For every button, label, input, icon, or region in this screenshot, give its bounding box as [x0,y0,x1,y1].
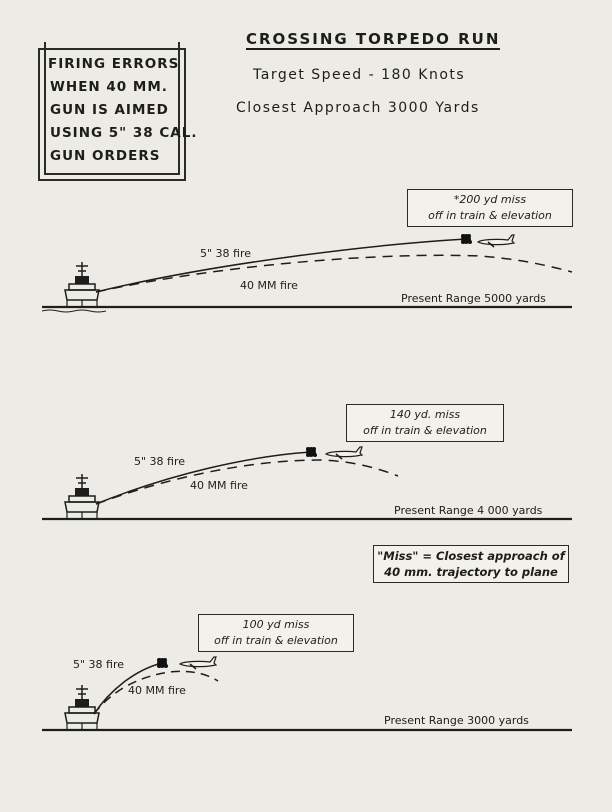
page-title: CROSSING TORPEDO RUN [246,30,501,48]
forty-mm-label-3000: 40 MM fire [128,684,186,697]
miss-note-4000-line1: 140 yd. miss [389,408,461,421]
five-inch-trajectory-4000 [96,452,311,504]
forty-mm-label-4000: 40 MM fire [190,479,248,492]
firing-errors-line-5: GUN ORDERS [50,148,161,164]
miss-definition-line2: 40 mm. trajectory to plane [384,565,558,579]
five-inch-label-3000: 5" 38 fire [73,658,125,671]
miss-note-3000-line2: off in train & elevation [214,634,338,647]
range-label-3000: Present Range 3000 yards [384,714,529,727]
shell-burst-icon [306,447,317,457]
firing-errors-line-3: GUN IS AIMED [50,102,169,118]
shell-burst-icon [157,658,168,668]
range-label-5000: Present Range 5000 yards [401,292,546,305]
miss-definition-line1: "Miss" = Closest approach of [377,549,565,563]
torpedo-plane-icon [478,235,514,247]
torpedo-plane-icon [180,657,216,669]
ship-icon [65,262,99,306]
forty-mm-trajectory-5000 [96,255,572,292]
wave-5000 [42,310,106,312]
miss-note-3000 [198,614,354,652]
range-label-4000: Present Range 4 000 yards [394,504,543,517]
shell-burst-icon [461,234,472,244]
miss-note-3000-line1: 100 yd miss [242,618,310,631]
firing-errors-line-1: FIRING ERRORS [48,56,180,72]
firing-errors-line-4: USING 5" 38 CAL. [50,125,198,141]
closest-approach-text: Closest Approach 3000 Yards [236,100,480,116]
five-inch-label-5000: 5" 38 fire [200,247,252,260]
miss-note-5000-line1: *200 yd miss [453,193,527,206]
target-speed-text: Target Speed - 180 Knots [253,67,466,83]
miss-definition-note [373,545,569,583]
five-inch-label-4000: 5" 38 fire [134,455,186,468]
miss-note-5000 [407,189,573,227]
torpedo-plane-icon [326,447,362,459]
miss-note-4000-line2: off in train & elevation [363,424,487,437]
forty-mm-label-5000: 40 MM fire [240,279,298,292]
miss-note-4000 [346,404,504,442]
firing-errors-line-2: WHEN 40 MM. [50,79,168,95]
ship-icon [65,685,99,729]
miss-note-5000-line2: off in train & elevation [428,209,552,222]
ship-icon [65,474,99,518]
